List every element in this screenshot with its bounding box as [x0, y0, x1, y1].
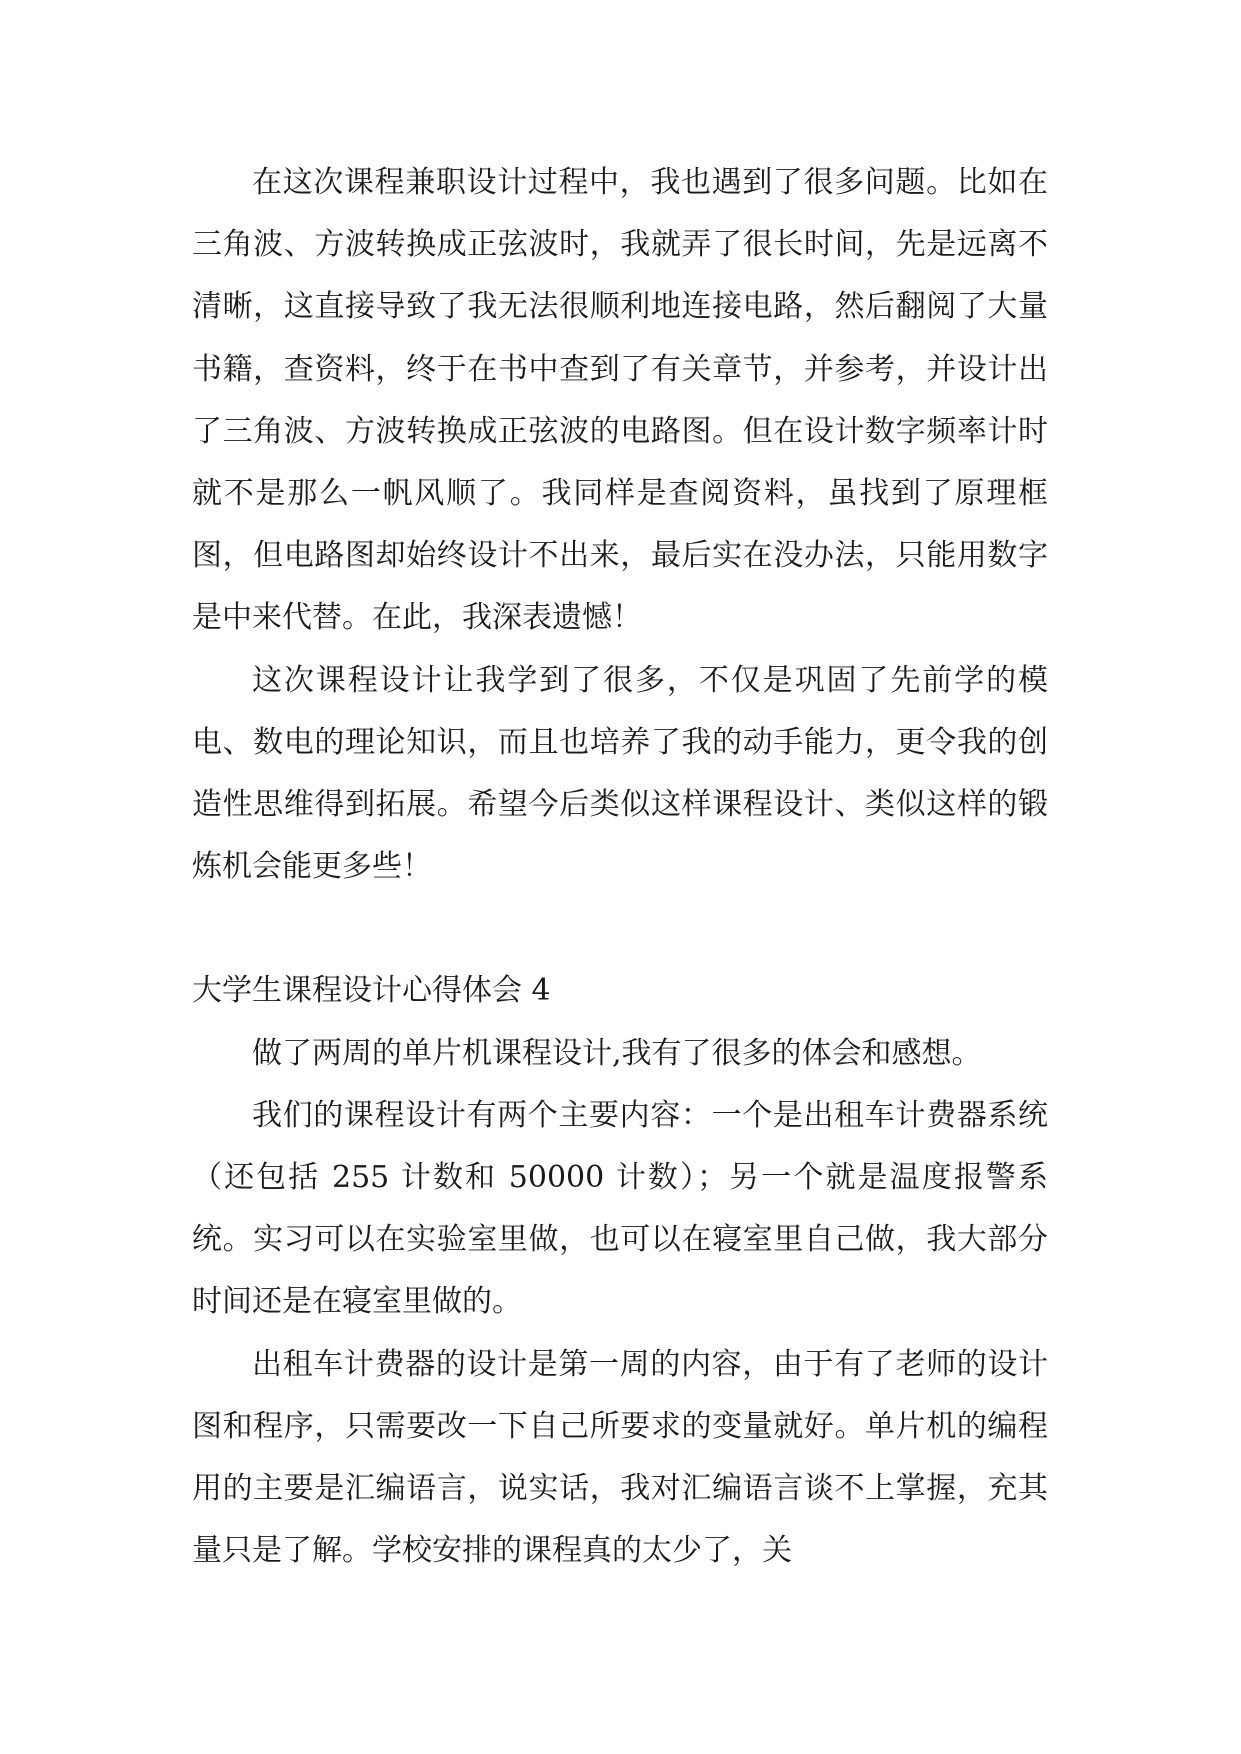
paragraph: 在这次课程兼职设计过程中，我也遇到了很多问题。比如在三角波、方波转换成正弦波时，我就弄了很长时间，先是远离不清晰，这直接导致了我无法很顺利地连接电路，然后翻阅了大量书籍，查资料，终于在书中查到了有关章节，并参考，并设计出了三角波、方波转换成正弦波的电路图。但在设计数字频率计时就不是那么一帆风顺了。我同样是查阅资料，虽找到了原理框图，但电路图却始终设计不出来，最后实在没办法，只能用数字是中来代替。在此，我深表遗憾！ — [192, 165, 1048, 636]
paragraph: 这次课程设计让我学到了很多，不仅是巩固了先前学的模电、数电的理论知识，而且也培养了我的动手能力，更令我的创造性思维得到拓展。希望今后类似这样课程设计、类似这样的锻炼机会能更多些！ — [192, 662, 1048, 885]
paragraph: 我们的课程设计有两个主要内容：一个是出租车计费器系统（还包括 255 计数和 50000 计数）；另一个就是温度报警系统。实习可以在实验室里做，也可以在寝室里自己做，我大部分时间还是在寝室里做的。 — [192, 1097, 1048, 1320]
document-page — [192, 152, 1048, 1582]
section-heading: 大学生课程设计心得体会 4 — [192, 973, 551, 1009]
paragraph: 做了两周的单片机课程设计,我有了很多的体会和感想。 — [252, 1035, 982, 1071]
paragraph: 出租车计费器的设计是第一周的内容，由于有了老师的设计图和程序，只需要改一下自己所要求的变量就好。单片机的编程用的主要是汇编语言，说实话，我对汇编语言谈不上掌握，充其量只是了解。学校安排的课程真的太少了，关 — [192, 1346, 1048, 1569]
